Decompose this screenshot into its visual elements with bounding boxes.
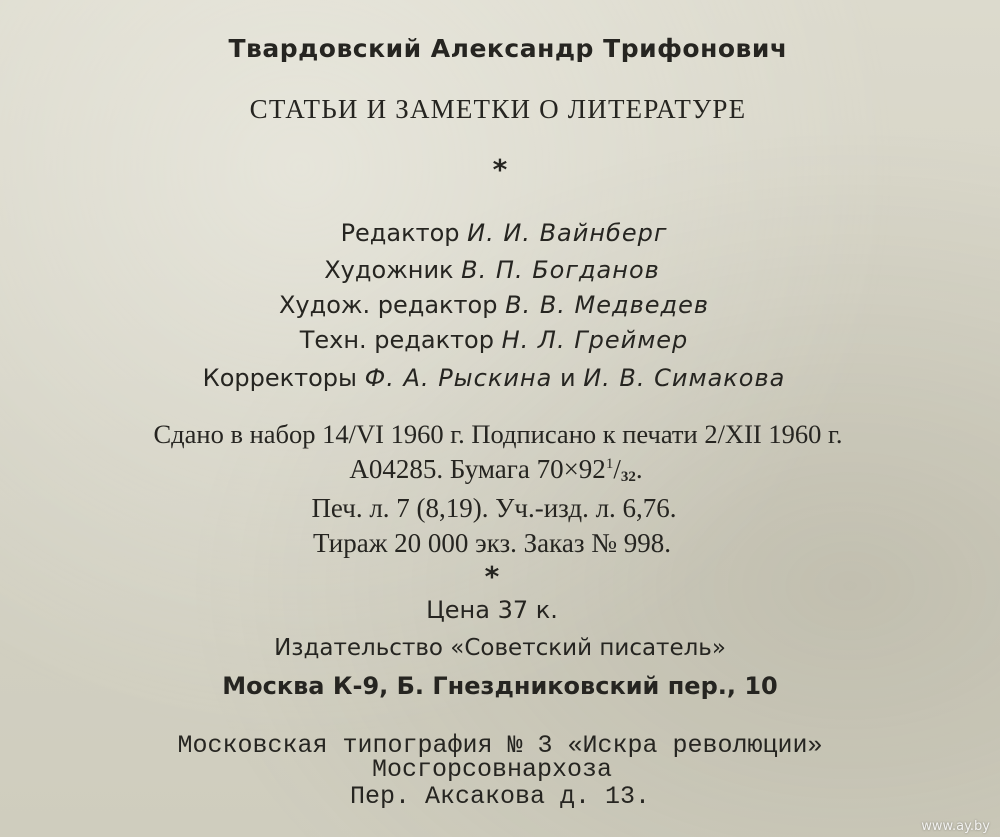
credit-proofreaders [0, 366, 994, 390]
site-watermark: www.ay.by [921, 819, 990, 834]
book-author: Твардовский Александр Трифонович [228, 34, 788, 63]
credit-name: В. П. Богданов [461, 256, 660, 284]
paper-format-period: . [635, 454, 643, 484]
credit-art-editor [0, 293, 994, 317]
credit-tech-editor [0, 328, 994, 352]
credit-artist [0, 258, 992, 282]
printer-org: Мосгорсовнархоза [371, 755, 613, 784]
publisher: Издательство «Советский писатель» [274, 635, 726, 661]
credit-name: В. В. Медведев [505, 291, 710, 319]
paper-format-denominator: 32 [620, 469, 636, 485]
credit-name: И. И. Вайнберг [467, 219, 668, 247]
printer-name: Московская типография № 3 «Искра революции» [177, 731, 823, 760]
imprint-dates: Сдано в набор 14/VI 1960 г. Подписано к печати 2/XII 1960 г. [153, 419, 843, 449]
paper-format-slash: / [613, 454, 621, 484]
credit-role: Редактор [340, 219, 460, 247]
separator-asterisk: * [484, 560, 500, 593]
credit-name: Ф. А. Рыскина [364, 364, 553, 392]
credit-name: Н. Л. Греймер [501, 326, 689, 354]
imprint-paper [0, 456, 996, 485]
credit-name-second: И. В. Симакова [583, 364, 786, 392]
printer-address: Пер. Аксакова д. 13. [349, 782, 651, 811]
credit-role: Худож. редактор [278, 291, 498, 319]
imprint-print-run: Тираж 20 000 экз. Заказ № 998. [312, 528, 672, 558]
separator-asterisk: * [492, 153, 508, 186]
book-title: СТАТЬИ И ЗАМЕТКИ О ЛИТЕРАТУРЕ [249, 94, 747, 124]
credit-role: Корректоры [202, 364, 357, 392]
credit-conjunction: и [559, 364, 576, 392]
credit-role: Техн. редактор [299, 326, 494, 354]
imprint-paper-text: А04285. Бумага 70×92 [349, 454, 606, 484]
imprint-sheets: Печ. л. 7 (8,19). Уч.-изд. л. 6,76. [311, 493, 677, 523]
publisher-address: Москва К-9, Б. Гнездниковский пер., 10 [222, 672, 778, 700]
paper-format-numerator: 1 [605, 456, 614, 472]
credit-role: Художник [324, 256, 454, 284]
price: Цена 37 к. [426, 596, 558, 624]
credit-editor [4, 221, 1000, 245]
